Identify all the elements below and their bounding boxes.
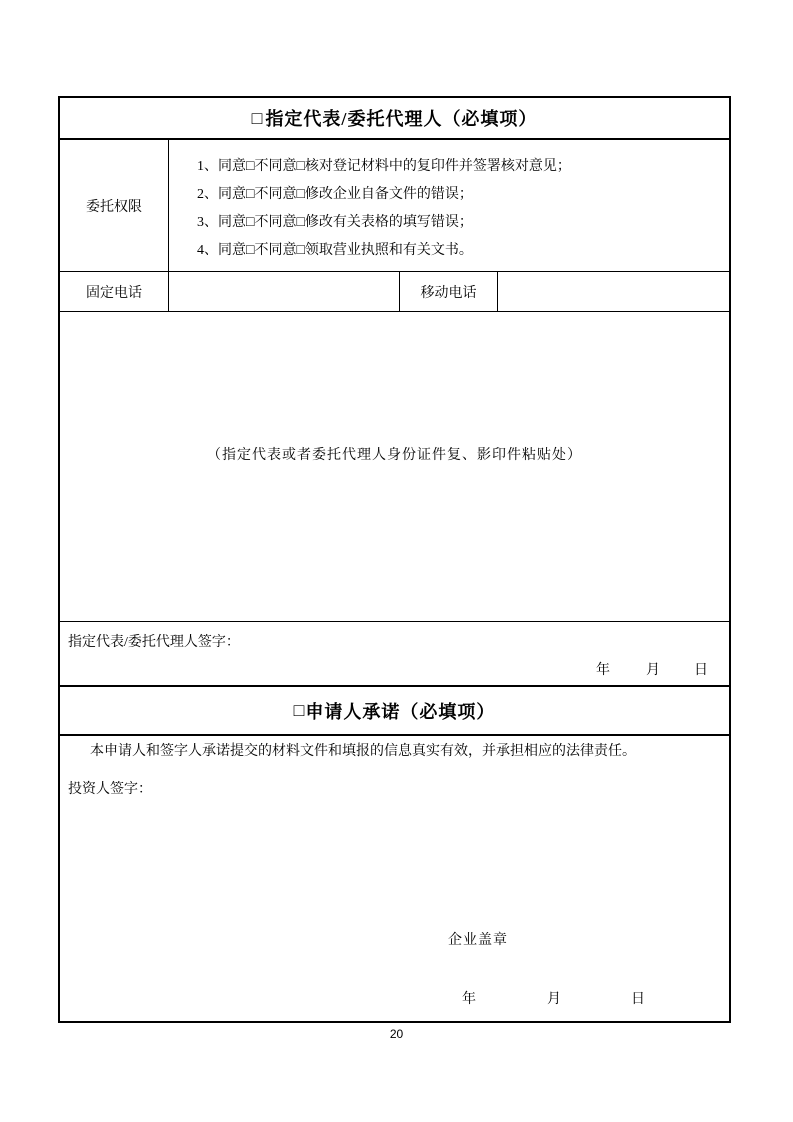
authorization-item-3[interactable]: 3、同意□不同意□修改有关表格的填写错误； — [197, 215, 473, 230]
authorization-items — [169, 140, 729, 271]
section2-date-year: 年 — [462, 992, 476, 1007]
authorization-item-2[interactable]: 2、同意□不同意□修改企业自备文件的错误； — [197, 187, 473, 202]
authorization-item-1[interactable]: 1、同意□不同意□核对登记材料中的复印件并签署核对意见； — [197, 159, 571, 174]
page-number: 20 — [389, 1027, 404, 1041]
section1-title: 指定代表/委托代理人（必填项） — [265, 109, 538, 129]
representative-signature-label: 指定代表/委托代理人签字： — [68, 635, 240, 650]
fixed-phone-label: 固定电话 — [60, 272, 169, 311]
authorization-row — [60, 140, 729, 272]
representative-signature-row — [60, 622, 729, 687]
authorization-item-4[interactable]: 4、同意□不同意□领取营业执照和有关文书。 — [197, 243, 473, 258]
registration-form-table — [58, 96, 731, 1023]
section1-date-month: 月 — [646, 663, 660, 678]
authorization-scope-label: 委托权限 — [60, 140, 169, 271]
phone-row — [60, 272, 729, 312]
fixed-phone-field[interactable] — [169, 272, 400, 311]
id-copy-paste-note: （指定代表或者委托代理人身份证件复、影印件粘贴处） — [207, 447, 582, 463]
section2-date-month: 月 — [547, 992, 561, 1007]
section2-header — [60, 687, 729, 736]
section1-date-year: 年 — [596, 663, 610, 678]
investor-signature-label: 投资人签字： — [68, 782, 152, 797]
section1-date-day: 日 — [694, 663, 708, 678]
mobile-phone-label: 移动电话 — [400, 272, 498, 311]
section1-checkbox-icon[interactable]: □ — [251, 107, 264, 128]
commitment-statement: 本申请人和签字人承诺提交的材料文件和填报的信息真实有效，并承担相应的法律责任。 — [90, 744, 636, 759]
company-seal-label: 企业盖章 — [448, 933, 508, 948]
section2-date-day: 日 — [631, 992, 645, 1007]
mobile-phone-field[interactable] — [498, 272, 729, 311]
section2-checkbox-icon[interactable]: □ — [293, 700, 306, 720]
section1-header — [60, 98, 729, 140]
applicant-commitment-body — [60, 736, 729, 1019]
section2-title: 申请人承诺（必填项） — [305, 701, 496, 722]
id-copy-paste-area — [60, 312, 729, 622]
